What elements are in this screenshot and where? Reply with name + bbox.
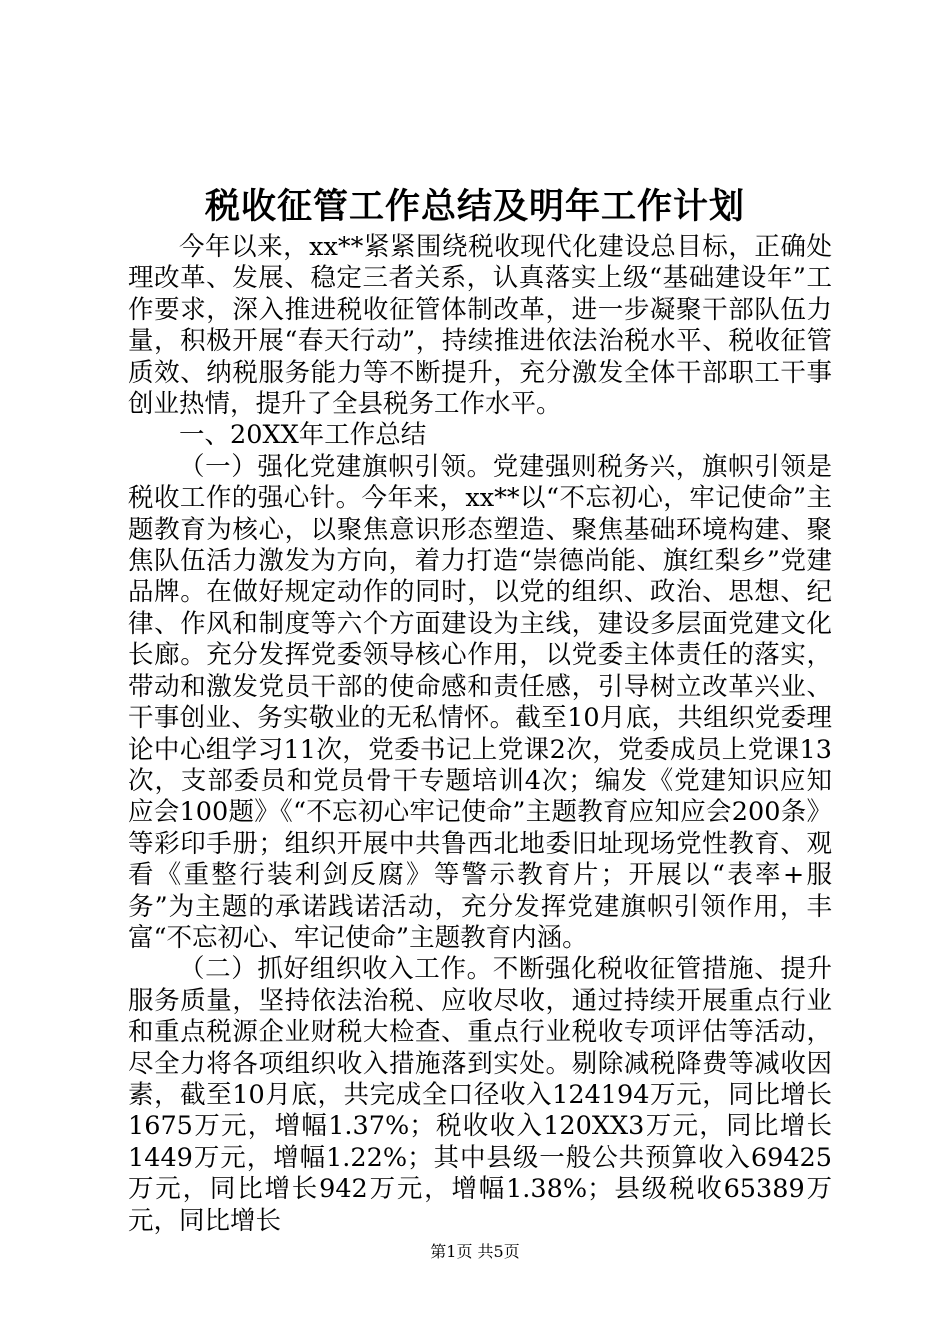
party-building-paragraph: （一）强化党建旗帜引领。党建强则税务兴，旗帜引领是税收工作的强心针。今年来，xx**以“不忘初心，牢记使命”主题教育为核心，以聚焦意识形态塑造、聚焦基础环境构建、聚焦队伍活力激发为方向，着力打造“崇德尚能、旗红梨乡”党建品牌。在做好规定动作的同时，以党的组织、政治、思想、纪律、作风和制度等六个方面建设为主线，建设多层面党建文化长廊。充分发挥党委领导核心作用，以党委主体责任的落实，带动和激发党员干部的使命感和责任感，引导树立改革兴业、干事创业、务实敬业的无私情怀。截至10月底，共组织党委理论中心组学习11次，党委书记上党课2次，党委成员上党课13次，支部委员和党员骨干专题培训4次；编发《党建知识应知应会100题》《“不忘初心牢记使命”主题教育应知应会200条》等彩印手册；组织开展中共鲁西北地委旧址现场党性教育、观看《重整行装利剑反腐》等警示教育片；开展以“表率+服务”为主题的承诺践诺活动，充分发挥党建旗帜引领作用，丰富“不忘初心、牢记使命”主题教育内涵。 [128,451,832,953]
intro-paragraph: 今年以来，xx**紧紧围绕税收现代化建设总目标，正确处理改革、发展、稳定三者关系，认真落实上级“基础建设年”工作要求，深入推进税收征管体制改革，进一步凝聚干部队伍力量，积极开展“春天行动”，持续推进依法治税水平、税收征管质效、纳税服务能力等不断提升，充分激发全体干部职工干事创业热情，提升了全县税务工作水平。 [128,232,832,420]
page-number-footer: 第1页 共5页 [430,1242,520,1261]
document-body [128,232,832,1237]
revenue-paragraph: （二）抓好组织收入工作。不断强化税收征管措施、提升服务质量，坚持依法治税、应收尽收，通过持续开展重点行业和重点税源企业财税大检查、重点行业税收专项评估等活动，尽全力将各项组织收入措施落到实处。剔除减税降费等减收因素，截至10月底，共完成全口径收入124194万元，同比增长1675万元，增幅1.37%；税收收入120XX3万元，同比增长1449万元，增幅1.22%；其中县级一般公共预算收入69425万元，同比增长942万元，增幅1.38%；县级税收65389万元，同比增长 [128,954,832,1236]
section-heading: 一、20XX年工作总结 [179,420,427,451]
document-title: 税收征管工作总结及明年工作计划 [204,186,745,227]
